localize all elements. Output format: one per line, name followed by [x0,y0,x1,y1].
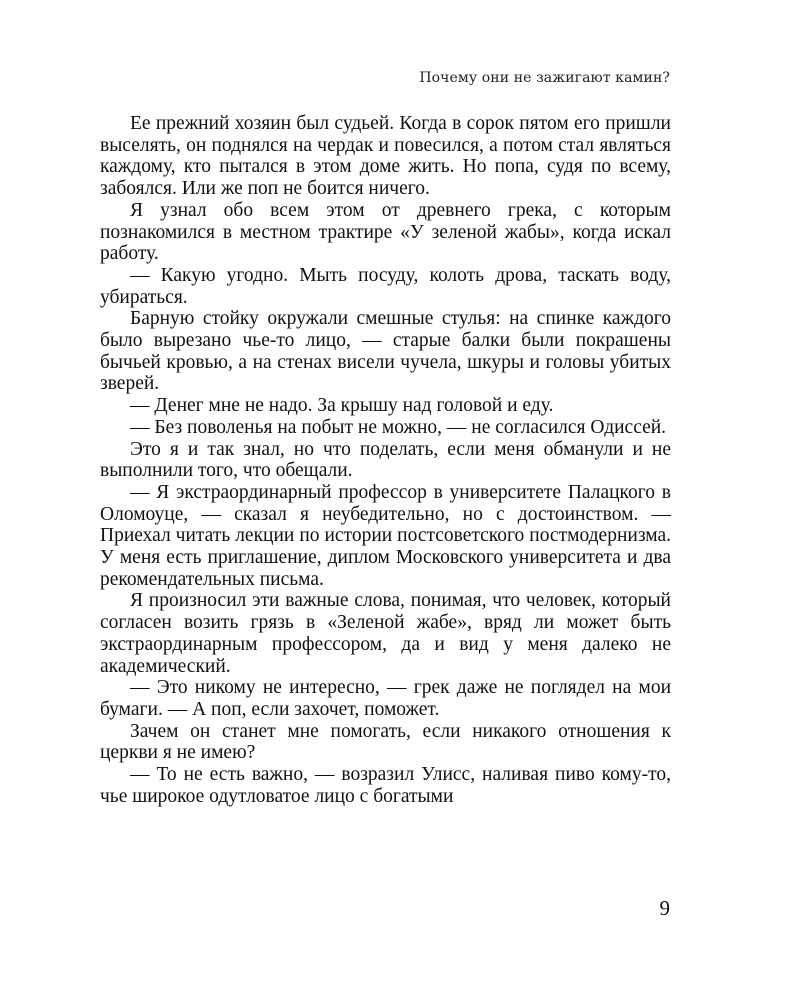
paragraph: — Денег мне не надо. За крышу над головой и еду. [130,395,554,417]
body-text [100,113,671,808]
paragraph: Барную стойку окружали смешные стулья: на спинке каждого было вырезано чье-то лицо, — старые балки были покрашены бычьей кровью, а на стенах висели чучела, шкуры и головы убитых зверей. [100,308,671,395]
paragraph: — Я экстраординарный профессор в университете Палацкого в Оломоуце, — сказал я неубедительно, но с достоинством. — Приехал читать лекции по истории постсоветского постмодернизма. У меня есть приглашение, диплом Московского университета и два рекомендательных письма. [100,481,671,590]
paragraph: — Какую угодно. Мыть посуду, колоть дрова, таскать воду, убираться. [100,264,671,308]
paragraph: Ее прежний хозяин был судьей. Когда в сорок пятом его пришли выселять, он поднялся на чердак и повесился, а потом стал являться каждому, кто пытался в этом доме жить. Но попа, судя по всему, забоялся. Или же поп не боится ничего. [100,113,671,200]
paragraph: — Это никому не интересно, — грек даже не поглядел на мои бумаги. — А поп, если захочет, поможет. [100,677,671,720]
paragraph: — Без поволенья на побыт не можно, — не согласился Одиссей. [130,416,667,438]
paragraph: Я произносил эти важные слова, понимая, что человек, который согласен возить грязь в «Зеленой жабе», вряд ли может быть экстраординарным профессором, да и вид у меня далеко не академический. [100,590,671,677]
paragraph: Я узнал обо всем этом от древнего грека, с которым познакомился в местном трактире «У зеленой жабы», когда искал работу. [100,199,671,265]
paragraph: Это я и так знал, но что поделать, если меня обманули и не выполнили того, что обещали. [100,438,671,482]
paragraph: — То не есть важно, — возразил Улисс, наливая пиво кому-то, чье широкое одутловатое лицо с богатыми [100,764,671,807]
running-head: Почему они не зажигают камин? [419,70,670,86]
page-number: 9 [659,896,670,920]
paragraph: Зачем он станет мне помогать, если никакого отношения к церкви я не имею? [100,720,671,764]
